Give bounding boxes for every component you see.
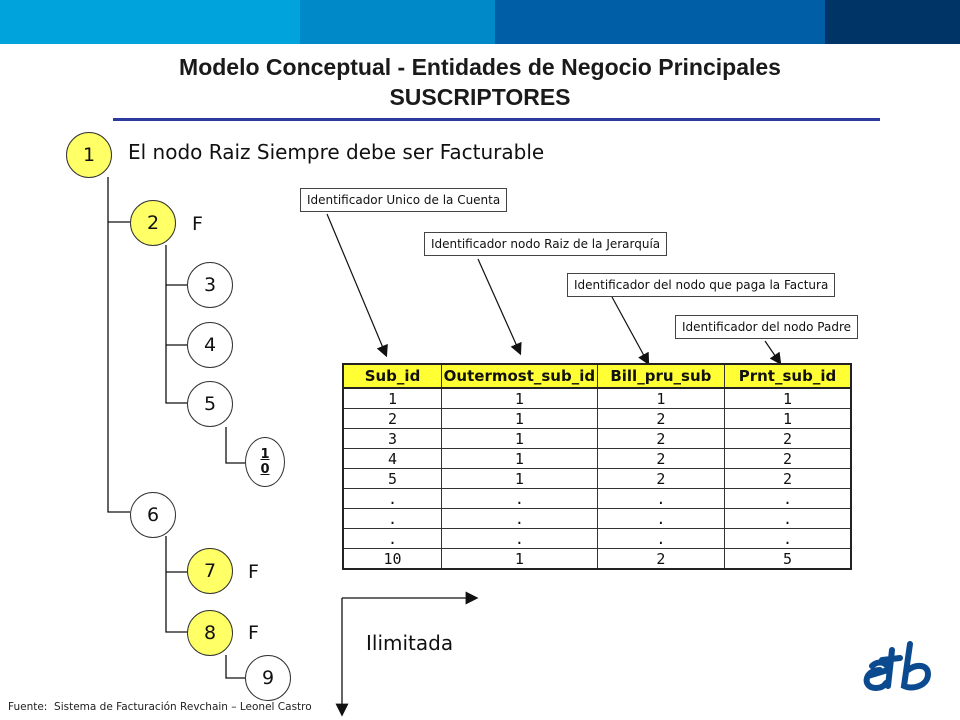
table-cell: 1	[343, 388, 442, 409]
table-cell: 2	[724, 429, 851, 449]
ilimitada-axes	[342, 598, 476, 714]
table-cell: 2	[597, 449, 724, 469]
table-cell: 1	[442, 549, 598, 570]
table-cell: 2	[597, 469, 724, 489]
page-title: Modelo Conceptual - Entidades de Negocio Principales	[179, 54, 781, 80]
table-cell: .	[343, 489, 442, 509]
table-cell: .	[442, 489, 598, 509]
table-cell: .	[597, 489, 724, 509]
table-row	[343, 388, 851, 409]
tree-node-10-digit-2: 0	[260, 462, 270, 477]
callout-sub-id: Identificador Unico de la Cuenta	[300, 188, 507, 212]
tree-node-10-digit-1: 1	[260, 447, 270, 462]
tree-node-7: 7	[187, 548, 233, 594]
table-cell: 1	[442, 449, 598, 469]
etb-logo	[858, 640, 938, 694]
table-cell: 1	[597, 388, 724, 409]
table-row	[343, 529, 851, 549]
table-cell: 10	[343, 549, 442, 570]
col-header-outermost: Outermost_sub_id	[442, 364, 598, 388]
ilimitada-label: Ilimitada	[366, 631, 454, 655]
tree-node-4: 4	[187, 322, 233, 368]
tree-node-9: 9	[245, 655, 291, 701]
table-row	[343, 509, 851, 529]
table-cell: 2	[724, 449, 851, 469]
table-row	[343, 469, 851, 489]
table-cell: .	[442, 509, 598, 529]
col-header-parent: Prnt_sub_id	[724, 364, 851, 388]
table-row	[343, 429, 851, 449]
table-cell: .	[343, 509, 442, 529]
table-cell: .	[597, 509, 724, 529]
table-cell: 1	[442, 388, 598, 409]
callout-outermost: Identificador nodo Raiz de la Jerarquía	[424, 232, 667, 256]
table-cell: 1	[442, 409, 598, 429]
facturable-flag: F	[192, 213, 203, 235]
table-cell: .	[724, 489, 851, 509]
tree-connectors	[108, 177, 245, 678]
table-cell: .	[442, 529, 598, 549]
table-cell: 2	[597, 549, 724, 570]
tree-node-5: 5	[187, 381, 233, 427]
table-cell: 1	[724, 388, 851, 409]
table-header-row	[343, 364, 851, 388]
facturable-flag: F	[248, 622, 259, 644]
page-subtitle: SUSCRIPTORES	[389, 84, 571, 110]
table-cell: .	[724, 509, 851, 529]
root-rule-label: El nodo Raiz Siempre debe ser Facturable	[128, 140, 545, 164]
table-cell: 3	[343, 429, 442, 449]
table-cell: 5	[724, 549, 851, 570]
tree-node-6: 6	[130, 492, 176, 538]
table-cell: 5	[343, 469, 442, 489]
table-cell: 1	[442, 429, 598, 449]
table-cell: .	[597, 529, 724, 549]
callout-bill: Identificador del nodo que paga la Factura	[567, 273, 835, 297]
subscriber-table	[342, 363, 852, 570]
table-cell: 1	[442, 469, 598, 489]
col-header-sub-id: Sub_id	[343, 364, 442, 388]
table-cell: 2	[597, 409, 724, 429]
table-cell: 2	[724, 469, 851, 489]
table-cell: .	[343, 529, 442, 549]
table-row	[343, 449, 851, 469]
tree-node-2: 2	[130, 200, 176, 246]
tree-node-10	[245, 437, 285, 487]
facturable-flag: F	[248, 561, 259, 583]
table-cell: 2	[597, 429, 724, 449]
table-row	[343, 409, 851, 429]
table-row	[343, 549, 851, 570]
table-cell: 2	[343, 409, 442, 429]
table-cell: 4	[343, 449, 442, 469]
tree-node-3: 3	[187, 262, 233, 308]
footer-source: Fuente: Sistema de Facturación Revchain – Leonel Castro	[8, 701, 312, 713]
tree-node-8: 8	[187, 610, 233, 656]
table-row	[343, 489, 851, 509]
col-header-bill: Bill_pru_sub	[597, 364, 724, 388]
tree-node-1: 1	[66, 132, 112, 178]
callout-parent: Identificador del nodo Padre	[675, 315, 858, 339]
table-cell: .	[724, 529, 851, 549]
table-cell: 1	[724, 409, 851, 429]
